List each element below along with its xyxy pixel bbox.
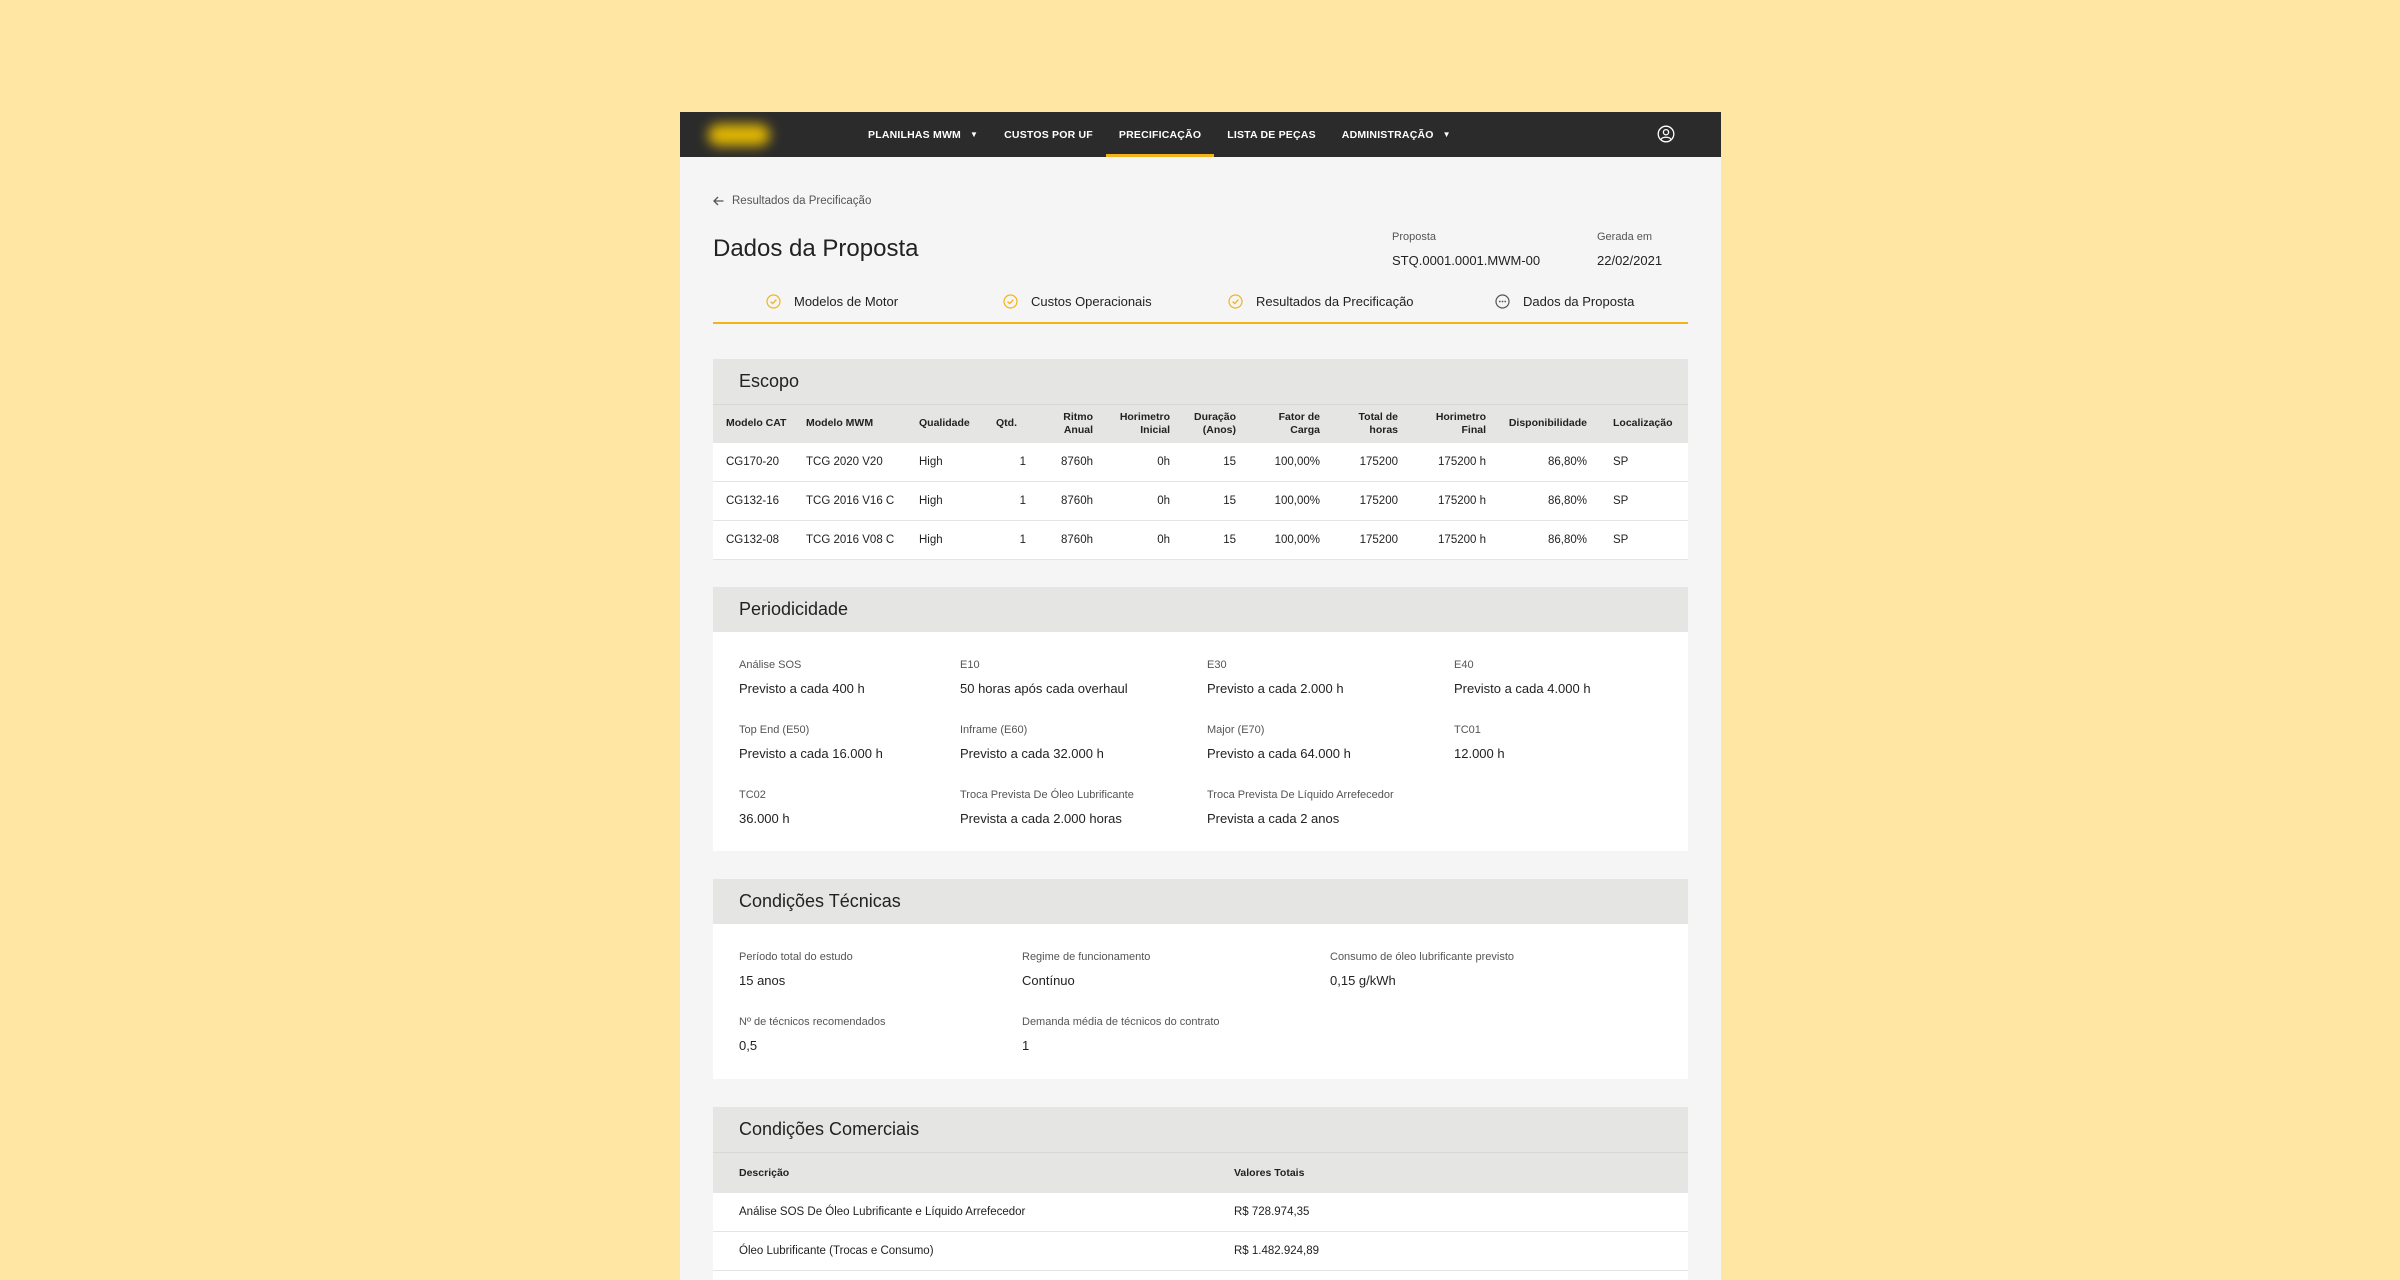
- column-header: [1326, 405, 1404, 443]
- table-cell: 15: [1176, 443, 1242, 482]
- nav-item-administracao[interactable]: [1329, 112, 1464, 157]
- table-cell: 0h: [1099, 521, 1176, 560]
- column-header-label: Duração: [1193, 410, 1236, 423]
- field-label: TC01: [1454, 724, 1481, 736]
- proposal-value: STQ.0001.0001.MWM-00: [1392, 253, 1541, 268]
- table-row[interactable]: [713, 482, 1688, 521]
- caret-down-icon: ▼: [1442, 130, 1451, 139]
- table-row[interactable]: [713, 1193, 1688, 1232]
- table-cell: SP: [1593, 482, 1688, 521]
- table-cell: 1: [990, 521, 1032, 560]
- table-row[interactable]: [713, 1232, 1688, 1271]
- column-header-label: Anual: [1063, 423, 1093, 436]
- field-label: Nº de técnicos recomendados: [739, 1016, 886, 1028]
- step-modelos-de-motor[interactable]: [766, 294, 898, 309]
- field-value: 50 horas após cada overhaul: [960, 681, 1128, 696]
- nav-item-custos-por-uf[interactable]: [991, 112, 1106, 157]
- field-value: 0,15 g/kWh: [1330, 973, 1396, 988]
- scope-table: [713, 404, 1688, 560]
- field-periodo-total: [739, 951, 853, 988]
- table-cell: High: [913, 482, 990, 521]
- table-cell: 86,80%: [1492, 482, 1593, 521]
- field-label: Consumo de óleo lubrificante previsto: [1330, 951, 1515, 963]
- field-value: 1: [1022, 1038, 1030, 1053]
- column-header-label: Qualidade: [919, 417, 970, 430]
- field-n-tecnicos: [739, 1016, 886, 1053]
- nav-item-label: PRECIFICAÇÃO: [1118, 128, 1202, 141]
- field-label: Análise SOS: [739, 659, 802, 671]
- nav-item-label: ADMINISTRAÇÃO: [1341, 128, 1434, 141]
- section-condicoes-comerciais: [713, 1107, 1688, 1280]
- field-value: 0,5: [739, 1038, 758, 1053]
- field-value: Previsto a cada 2.000 h: [1207, 681, 1344, 696]
- table-cell: 175200: [1326, 482, 1404, 521]
- table-cell: TCG 2016 V08 C: [800, 521, 913, 560]
- column-header: [1492, 405, 1593, 443]
- nav-item-lista-de-pecas[interactable]: [1214, 112, 1329, 157]
- user-account-icon[interactable]: [1657, 125, 1675, 143]
- step-label: Resultados da Precificação: [1256, 294, 1414, 309]
- field-label: Período total do estudo: [739, 951, 853, 963]
- table-cell: High: [913, 443, 990, 482]
- field-label: E10: [960, 659, 980, 671]
- field-top-end-e50: [739, 724, 883, 761]
- nav-item-label: CUSTOS POR UF: [1004, 128, 1093, 141]
- table-header-row: [713, 1153, 1688, 1193]
- nav-item-label: PLANILHAS MWM: [868, 128, 962, 141]
- column-header-label: Localização: [1613, 417, 1673, 430]
- section-title: Condições Técnicas: [713, 879, 1688, 924]
- step-label: Dados da Proposta: [1523, 294, 1635, 309]
- table-cell: SP: [1593, 521, 1688, 560]
- column-header-label: Modelo MWM: [806, 417, 874, 430]
- table-cell: R$ 1.482.924,89: [1234, 1232, 1688, 1271]
- column-header: [1404, 405, 1492, 443]
- column-header-label: Horimetro: [1119, 410, 1170, 423]
- column-header-label: Disponibilidade: [1508, 417, 1587, 430]
- table-cell: 0h: [1099, 482, 1176, 521]
- table-cell: 86,80%: [1492, 443, 1593, 482]
- table-cell: 15: [1176, 482, 1242, 521]
- back-link-label: Resultados da Precificação: [732, 195, 872, 207]
- table-cell: SP: [1593, 443, 1688, 482]
- section-title: Periodicidade: [713, 587, 1688, 632]
- column-header: [1242, 405, 1326, 443]
- step-label: Custos Operacionais: [1031, 294, 1152, 309]
- field-label: Top End (E50): [739, 724, 810, 736]
- table-cell: CG132-16: [713, 482, 800, 521]
- check-circle-icon: [1228, 294, 1243, 309]
- field-value: Prevista a cada 2 anos: [1207, 811, 1340, 826]
- field-value: 12.000 h: [1454, 746, 1505, 761]
- field-value: Contínuo: [1022, 973, 1075, 988]
- table-cell: 1: [990, 443, 1032, 482]
- field-demanda-tecnicos: [1022, 1016, 1220, 1053]
- field-consumo-oleo: [1330, 951, 1514, 988]
- table-cell: CG132-08: [713, 521, 800, 560]
- table-cell: Análise SOS De Óleo Lubrificante e Líquido Arrefecedor: [713, 1193, 1234, 1232]
- field-value: Previsto a cada 32.000 h: [960, 746, 1104, 761]
- field-troca-oleo: [960, 789, 1134, 826]
- column-header-label: Horimetro: [1435, 410, 1486, 423]
- table-cell: Óleo Lubrificante (Trocas e Consumo): [713, 1232, 1234, 1271]
- table-cell: 8760h: [1032, 482, 1099, 521]
- step-custos-operacionais[interactable]: [1003, 294, 1152, 309]
- field-value: Previsto a cada 16.000 h: [739, 746, 883, 761]
- table-cell: 0h: [1099, 443, 1176, 482]
- column-header: [1099, 405, 1176, 443]
- nav-item-label: LISTA DE PEÇAS: [1227, 128, 1316, 141]
- proposal-id: [1392, 231, 1540, 268]
- proposal-label: Proposta: [1392, 231, 1437, 243]
- field-label: E30: [1207, 659, 1227, 671]
- table-cell: High: [913, 521, 990, 560]
- column-header: [800, 405, 913, 443]
- table-cell: 8760h: [1032, 443, 1099, 482]
- field-label: Troca Prevista De Líquido Arrefecedor: [1207, 789, 1394, 801]
- column-header: [1032, 405, 1099, 443]
- column-header-label: Total de: [1358, 410, 1398, 423]
- column-header-label: Carga: [1290, 423, 1320, 436]
- column-header: [713, 405, 800, 443]
- table-row[interactable]: [713, 521, 1688, 560]
- table-cell: 100,00%: [1242, 443, 1326, 482]
- field-e30: [1207, 659, 1344, 696]
- field-value: Previsto a cada 400 h: [739, 681, 865, 696]
- table-cell: 175200: [1326, 521, 1404, 560]
- field-major-e70: [1207, 724, 1351, 761]
- app-window: [680, 112, 1721, 1280]
- field-value: Previsto a cada 4.000 h: [1454, 681, 1591, 696]
- column-header-label: horas: [1369, 423, 1398, 436]
- field-label: Demanda média de técnicos do contrato: [1022, 1016, 1220, 1028]
- commercial-table: [713, 1152, 1688, 1271]
- column-header: [1176, 405, 1242, 443]
- table-cell: 175200 h: [1404, 521, 1492, 560]
- table-cell: 175200 h: [1404, 482, 1492, 521]
- brand-logo[interactable]: [708, 124, 770, 146]
- column-header-label: Final: [1461, 423, 1486, 436]
- field-value: Prevista a cada 2.000 horas: [960, 811, 1122, 826]
- table-cell: 100,00%: [1242, 482, 1326, 521]
- field-label: E40: [1454, 659, 1474, 671]
- top-navbar: [680, 112, 1721, 157]
- column-header-label: Fator de: [1278, 410, 1320, 423]
- section-title: Escopo: [713, 359, 1688, 404]
- table-cell: 175200: [1326, 443, 1404, 482]
- generated-label: Gerada em: [1597, 231, 1653, 243]
- field-regime: [1022, 951, 1150, 988]
- table-cell: 15: [1176, 521, 1242, 560]
- section-escopo: [713, 359, 1688, 559]
- field-tc02: [739, 789, 790, 826]
- more-circle-icon: [1495, 294, 1510, 309]
- field-label: Inframe (E60): [960, 724, 1028, 736]
- field-value: Previsto a cada 64.000 h: [1207, 746, 1351, 761]
- section-condicoes-tecnicas: [713, 879, 1688, 1079]
- field-label: Regime de funcionamento: [1022, 951, 1151, 963]
- field-tc01: [1454, 724, 1505, 761]
- section-title: Condições Comerciais: [713, 1107, 1688, 1152]
- column-header-label: Modelo CAT: [726, 417, 787, 430]
- column-header-label: Ritmo: [1063, 410, 1093, 423]
- generated-value: 22/02/2021: [1597, 253, 1663, 268]
- column-header: [913, 405, 990, 443]
- table-cell: TCG 2016 V16 C: [800, 482, 913, 521]
- step-label: Modelos de Motor: [794, 294, 899, 309]
- column-header: Descrição: [713, 1153, 1234, 1193]
- generated-date: [1597, 231, 1662, 268]
- progress-stepper: [713, 282, 1688, 324]
- field-e40: [1454, 659, 1591, 696]
- table-cell: 100,00%: [1242, 521, 1326, 560]
- column-header-label: (Anos): [1202, 423, 1236, 436]
- arrow-left-icon: [713, 196, 724, 206]
- field-analise-sos: [739, 659, 865, 696]
- field-value: 15 anos: [739, 973, 786, 988]
- column-header: Valores Totais: [1234, 1153, 1688, 1193]
- step-dados-da-proposta[interactable]: [1495, 294, 1634, 309]
- section-periodicidade: [713, 587, 1688, 851]
- table-cell: 8760h: [1032, 521, 1099, 560]
- table-cell: CG170-20: [713, 443, 800, 482]
- field-e10: [960, 659, 1128, 696]
- step-resultados-da-precificacao[interactable]: [1228, 294, 1414, 309]
- field-label: TC02: [739, 789, 766, 801]
- table-cell: R$ 728.974,35: [1234, 1193, 1688, 1232]
- field-value: 36.000 h: [739, 811, 790, 826]
- check-circle-icon: [1003, 294, 1018, 309]
- table-cell: 86,80%: [1492, 521, 1593, 560]
- column-header: [1593, 405, 1688, 443]
- field-inframe-e60: [960, 724, 1104, 761]
- field-troca-arrefecedor: [1207, 789, 1394, 826]
- column-header-label: Qtd.: [996, 417, 1017, 430]
- back-link[interactable]: [713, 195, 871, 207]
- table-cell: 1: [990, 482, 1032, 521]
- field-label: Major (E70): [1207, 724, 1265, 736]
- nav-item-precificacao[interactable]: [1106, 112, 1214, 157]
- page-title: Dados da Proposta: [713, 235, 919, 262]
- table-header-row: [713, 405, 1688, 443]
- field-label: Troca Prevista De Óleo Lubrificante: [960, 789, 1134, 801]
- table-row[interactable]: [713, 443, 1688, 482]
- nav-menu: [855, 112, 1464, 157]
- column-header-label: Inicial: [1140, 423, 1170, 436]
- column-header: [990, 405, 1032, 443]
- caret-down-icon: ▼: [970, 130, 979, 139]
- table-cell: TCG 2020 V20: [800, 443, 913, 482]
- nav-item-planilhas-mwm[interactable]: [855, 112, 991, 157]
- check-circle-icon: [766, 294, 781, 309]
- table-cell: 175200 h: [1404, 443, 1492, 482]
